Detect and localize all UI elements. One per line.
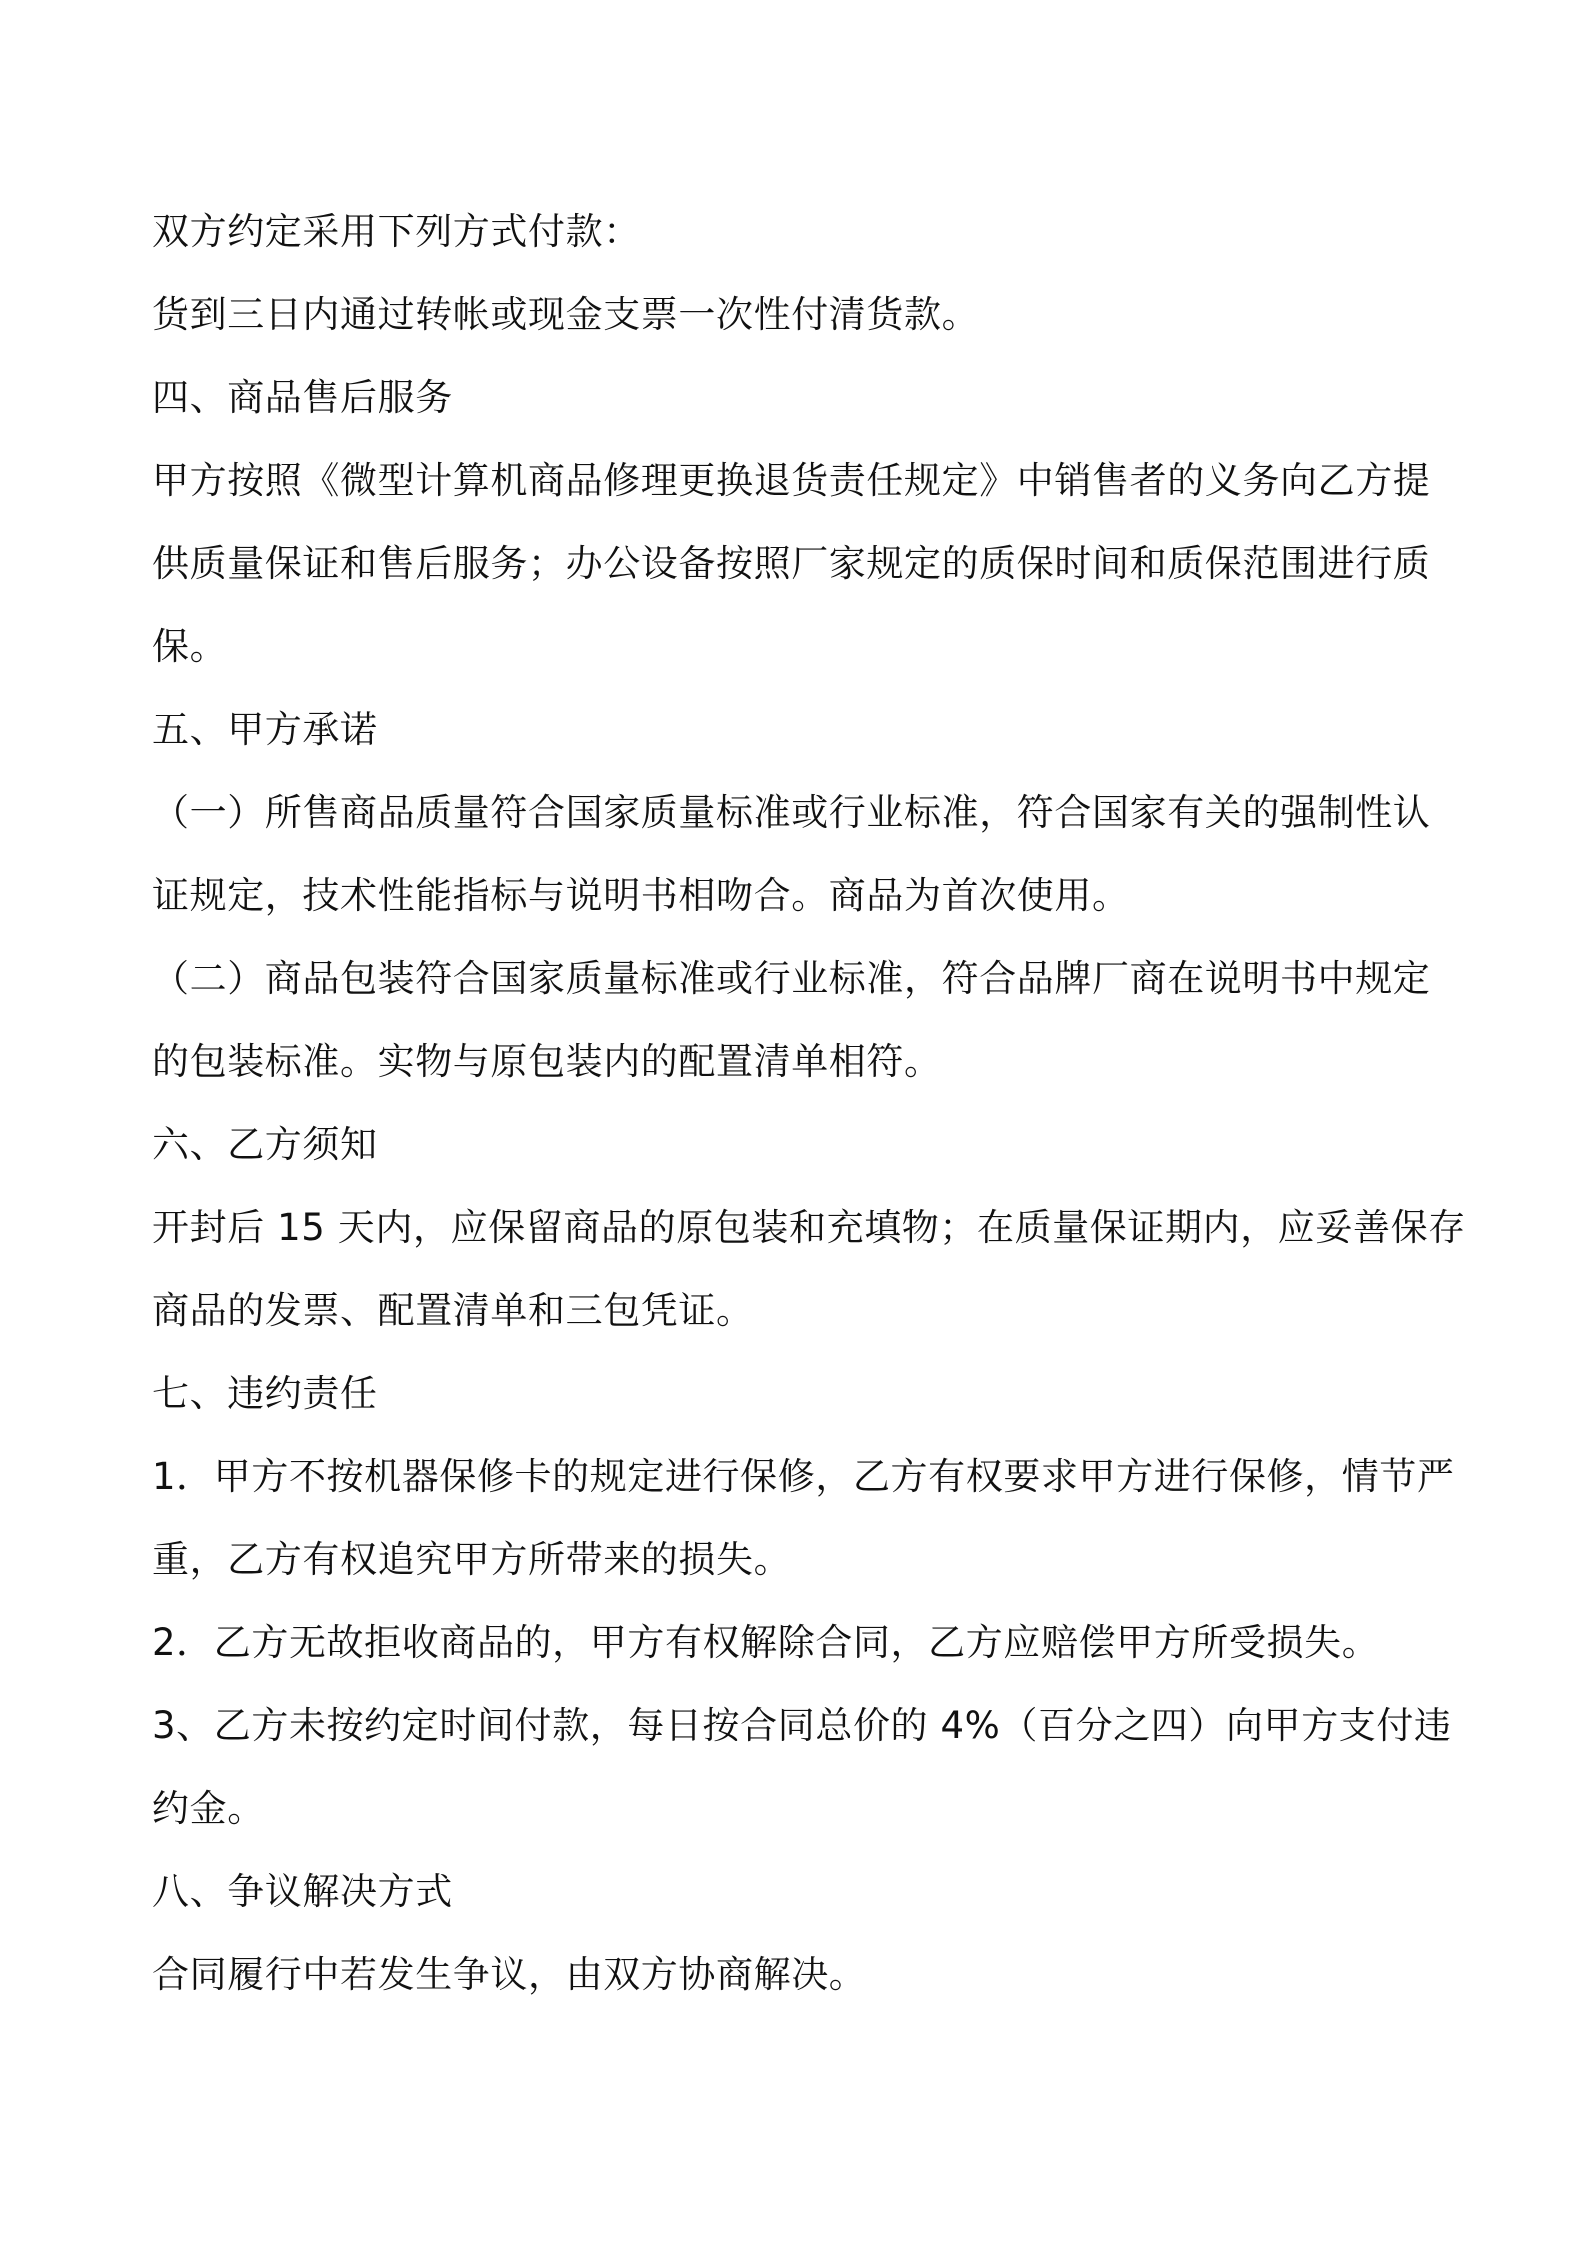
commitment-item-2-line-2: 的包装标准。实物与原包装内的配置清单相符。 [152, 1040, 942, 1083]
liability-item-3-line-1: 3、乙方未按约定时间付款，每日按合同总价的 4%（百分之四）向甲方支付违 [152, 1704, 1452, 1747]
notice-paragraph-line-2: 商品的发票、配置清单和三包凭证。 [152, 1289, 754, 1332]
section-heading-after-sales: 四、商品售后服务 [152, 376, 453, 419]
payment-method-intro: 双方约定采用下列方式付款： [152, 210, 641, 253]
section-heading-liability: 七、违约责任 [152, 1372, 378, 1415]
liability-item-1-line-2: 重，乙方有权追究甲方所带来的损失。 [152, 1538, 792, 1581]
section-heading-party-b-notice: 六、乙方须知 [152, 1123, 378, 1166]
notice-paragraph-line-1: 开封后 15 天内，应保留商品的原包装和充填物；在质量保证期内，应妥善保存 [152, 1206, 1466, 1249]
after-sales-paragraph-line-1: 甲方按照《微型计算机商品修理更换退货责任规定》中销售者的义务向乙方提 [152, 459, 1431, 502]
payment-method-detail: 货到三日内通过转帐或现金支票一次性付清货款。 [152, 293, 980, 336]
commitment-item-1-line-2: 证规定，技术性能指标与说明书相吻合。商品为首次使用。 [152, 874, 1130, 917]
after-sales-paragraph-line-2: 供质量保证和售后服务；办公设备按照厂家规定的质保时间和质保范围进行质 [152, 542, 1431, 585]
section-heading-party-a-commitment: 五、甲方承诺 [152, 708, 378, 751]
dispute-resolution-paragraph: 合同履行中若发生争议，由双方协商解决。 [152, 1953, 867, 1996]
liability-item-3-line-2: 约金。 [152, 1787, 265, 1830]
after-sales-paragraph-line-3: 保。 [152, 625, 228, 668]
liability-item-1-line-1: 1．甲方不按机器保修卡的规定进行保修，乙方有权要求甲方进行保修，情节严 [152, 1455, 1455, 1498]
commitment-item-1-line-1: （一）所售商品质量符合国家质量标准或行业标准，符合国家有关的强制性认 [152, 791, 1431, 834]
commitment-item-2-line-1: （二）商品包装符合国家质量标准或行业标准，符合品牌厂商在说明书中规定 [152, 957, 1431, 1000]
liability-item-2: 2．乙方无故拒收商品的，甲方有权解除合同，乙方应赔偿甲方所受损失。 [152, 1621, 1380, 1664]
section-heading-dispute-resolution: 八、争议解决方式 [152, 1870, 453, 1913]
